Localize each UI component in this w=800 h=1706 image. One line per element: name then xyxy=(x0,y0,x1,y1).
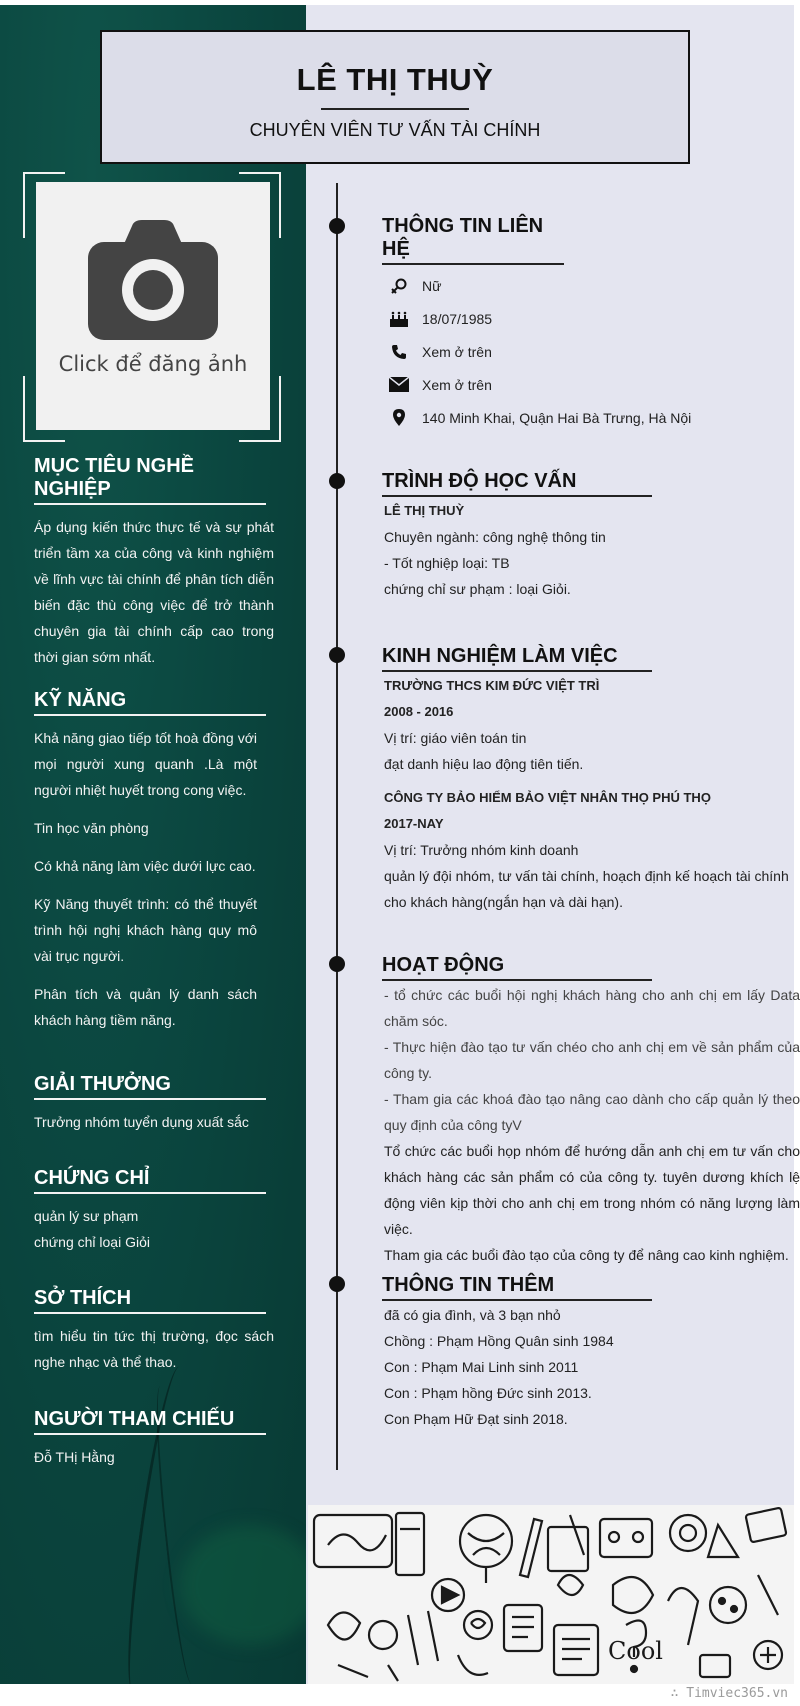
candidate-name: LÊ THỊ THUỲ xyxy=(296,62,494,97)
contact-row-address xyxy=(382,401,800,434)
watermark: ∴ Timviec365.vn xyxy=(670,1686,788,1701)
phone-icon xyxy=(382,344,416,360)
award-item: Trưởng nhóm tuyển dụng xuất sắc xyxy=(34,1114,249,1130)
reference-item: Đỗ THị Hằng xyxy=(34,1449,115,1465)
skills-heading: KỸ NĂNG xyxy=(34,689,266,716)
references-list xyxy=(34,1444,274,1470)
education-section xyxy=(382,470,800,602)
experience-heading: KINH NGHIỆM LÀM VIỆC xyxy=(382,645,652,672)
activities-list xyxy=(382,982,800,1268)
activities-heading: HOẠT ĐỘNG xyxy=(382,954,652,981)
experience-section xyxy=(382,645,800,915)
contact-heading: THÔNG TIN LIÊN HỆ xyxy=(382,215,564,265)
cool-doodle-text: Cool xyxy=(608,1637,663,1665)
education-heading: TRÌNH ĐỘ HỌC VẤN xyxy=(382,470,652,497)
awards-heading: GIẢI THƯỞNG xyxy=(34,1073,266,1100)
extra-info-item: Con : Phạm hồng Đức sinh 2013. xyxy=(384,1385,592,1401)
contact-list xyxy=(382,269,800,434)
certificate-item: quản lý sư phạm xyxy=(34,1208,139,1224)
skills-list xyxy=(34,725,257,1033)
career-goal-heading: MỤC TIÊU NGHỀ NGHIỆP xyxy=(34,455,266,505)
skill-item: Khả năng giao tiếp tốt hoà đồng với mọi người xung quanh .Là một người nhiệt huyết trong cong việc. xyxy=(34,730,257,798)
camera-icon xyxy=(88,220,218,340)
skill-item: Có khả năng làm việc dưới lực cao. xyxy=(34,858,256,874)
birthday-cake-icon xyxy=(382,310,416,328)
job-line: quản lý đội nhóm, tư vấn tài chính, hoạch định kế hoạch tài chính cho khách hàng(ngắn hạn và dài hạn). xyxy=(384,868,789,910)
extra-info-item: đã có gia đình, và 3 bạn nhỏ xyxy=(384,1307,561,1323)
contact-value: Xem ở trên xyxy=(422,343,492,360)
hobbies-heading: SỞ THÍCH xyxy=(34,1287,266,1314)
extra-info-item: Con Phạm Hữ Đạt sinh 2018. xyxy=(384,1411,568,1427)
contact-row-phone xyxy=(382,335,800,368)
education-details xyxy=(382,498,800,602)
extra-info-list xyxy=(382,1302,800,1432)
extra-info-item: Chồng : Phạm Hồng Quân sinh 1984 xyxy=(384,1333,614,1349)
education-name: LÊ THỊ THUỲ xyxy=(384,503,465,518)
envelope-icon xyxy=(382,377,416,392)
experience-job xyxy=(382,785,800,915)
activity-item: - Thực hiện đào tạo tư vấn chéo cho anh chị em về sản phẩm của công ty. xyxy=(384,1039,800,1081)
header-box xyxy=(100,30,690,164)
job-company: TRƯỜNG THCS KIM ĐỨC VIỆT TRÌ xyxy=(384,678,600,693)
school-doodles-illustration xyxy=(308,1505,794,1684)
photo-frame xyxy=(23,172,281,442)
education-line: - Tốt nghiệp loại: TB xyxy=(384,555,510,571)
extra-info-heading: THÔNG TIN THÊM xyxy=(382,1274,652,1301)
timeline-dot xyxy=(329,473,345,489)
contact-row-birthday xyxy=(382,302,800,335)
contact-row-gender xyxy=(382,269,800,302)
header-divider xyxy=(321,108,469,110)
photo-upload[interactable] xyxy=(36,182,270,430)
extra-info-item: Con : Phạm Mai Linh sinh 2011 xyxy=(384,1359,579,1375)
skills-section xyxy=(34,689,274,1045)
references-section xyxy=(34,1408,274,1470)
extra-info-section xyxy=(382,1274,800,1432)
timeline-dot xyxy=(329,1276,345,1292)
contact-value: Xem ở trên xyxy=(422,376,492,393)
job-company: CÔNG TY BẢO HIỂM BẢO VIỆT NHÂN THỌ PHÚ THỌ xyxy=(384,790,711,805)
certificates-list xyxy=(34,1203,274,1255)
skill-item: Tin học văn phòng xyxy=(34,820,149,836)
activity-item: - Tham gia các khoá đào tạo nâng cao dành cho cấp quản lý theo quy định của công tyV xyxy=(384,1091,800,1133)
contact-section xyxy=(382,215,800,434)
awards-list xyxy=(34,1109,274,1135)
certificate-item: chứng chỉ loại Giỏi xyxy=(34,1234,150,1250)
references-heading: NGƯỜI THAM CHIẾU xyxy=(34,1408,266,1435)
education-line: Chuyên ngành: công nghệ thông tin xyxy=(384,529,606,545)
awards-section xyxy=(34,1073,274,1135)
job-period: 2008 - 2016 xyxy=(384,704,454,719)
hobbies-section xyxy=(34,1287,274,1375)
contact-value: 18/07/1985 xyxy=(422,310,493,327)
certificates-heading: CHỨNG CHỈ xyxy=(34,1167,266,1194)
skill-item: Kỹ Năng thuyết trình: có thể thuyết trình hội nghị khách hàng quy mô vài trục người. xyxy=(34,896,257,964)
map-pin-icon xyxy=(382,409,416,426)
certificates-section xyxy=(34,1167,274,1255)
experience-job xyxy=(382,673,800,777)
photo-caption: Click để đăng ảnh xyxy=(58,352,248,376)
paint-blob-decoration xyxy=(180,1525,306,1645)
job-line: Vị trí: Trưởng nhóm kinh doanh xyxy=(384,842,579,858)
activity-item: Tham gia các buổi đào tạo của công ty để nâng cao kinh nghiệm. xyxy=(384,1247,789,1263)
timeline-dot xyxy=(329,647,345,663)
activity-item: - tổ chức các buổi hội nghị khách hàng cho anh chị em lấy Data chăm sóc. xyxy=(384,987,800,1029)
career-goal-text: Áp dụng kiến thức thực tế và sự phát triển tầm xa của công và kinh nghiệm về lĩnh vực tài chính để phân tích diễn biến đặc thù công việc để trở thành chuyên gia tài chính cấp cao trong thời gian sớm nhất. xyxy=(34,519,274,665)
job-period: 2017-NAY xyxy=(384,816,444,831)
activity-item: Tổ chức các buổi họp nhóm để hướng dẫn anh chị em tư vấn cho khách hàng các sản phẩm có của công ty. tuyên dương khích lệ động viên kịp thời cho anh chị em trong nhóm có năng lượng làm việc. xyxy=(384,1143,800,1237)
skill-item: Phân tích và quản lý danh sách khách hàng tiềm năng. xyxy=(34,986,257,1028)
gender-icon xyxy=(382,277,416,295)
job-line: Vị trí: giáo viên toán tin xyxy=(384,730,527,746)
activities-section xyxy=(382,954,800,1268)
watermark-text: Timviec365.vn xyxy=(686,1686,788,1701)
timeline-dot xyxy=(329,218,345,234)
hobbies-text: tìm hiểu tin tức thị trường, đọc sách nghe nhạc và thể thao. xyxy=(34,1328,274,1370)
education-line: chứng chỉ sư phạm : loại Giỏi. xyxy=(384,581,571,597)
contact-value: Nữ xyxy=(422,277,442,294)
career-goal-section xyxy=(34,455,274,670)
contact-value: 140 Minh Khai, Quận Hai Bà Trưng, Hà Nội xyxy=(422,409,692,426)
job-line: đạt danh hiệu lao động tiên tiến. xyxy=(384,756,584,772)
job-title: CHUYÊN VIÊN TƯ VẤN TÀI CHÍNH xyxy=(249,120,541,140)
timeline-dot xyxy=(329,956,345,972)
contact-row-email xyxy=(382,368,800,401)
